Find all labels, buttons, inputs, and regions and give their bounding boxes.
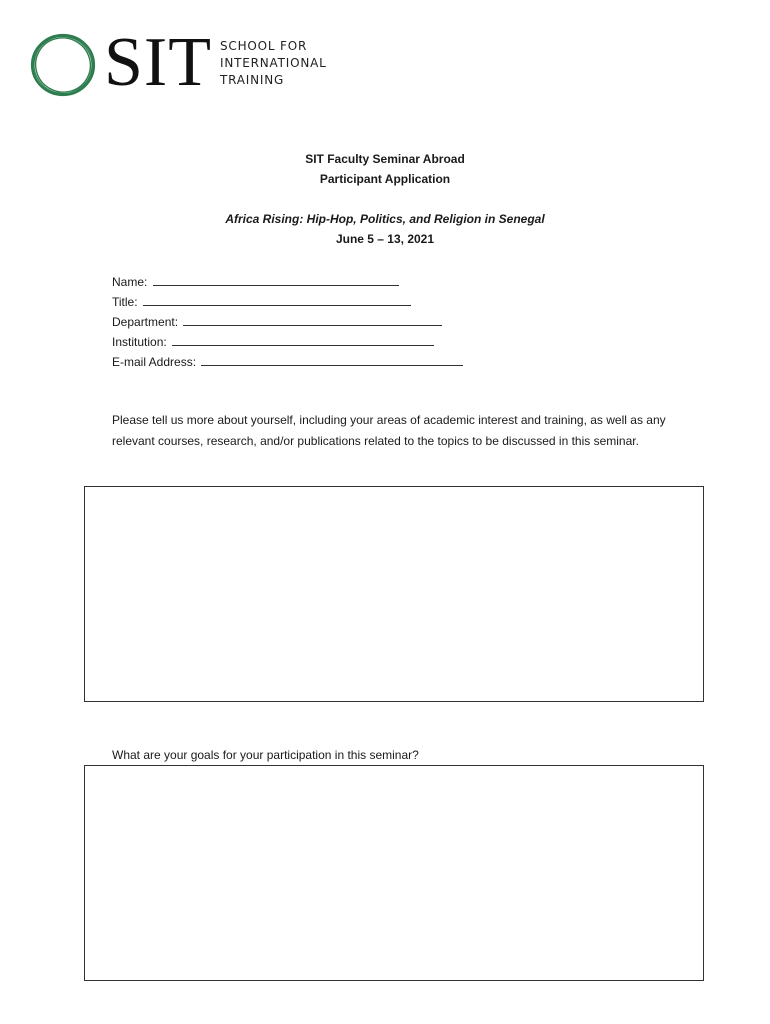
field-row-department (112, 312, 463, 332)
question-about-yourself: Please tell us more about yourself, including your areas of academic interest and training, as well as any relevant courses, research, and/or publications related to the topics to be discussed in this seminar. (112, 413, 666, 448)
field-row-email (112, 352, 463, 372)
logo-line-3: TRAINING (220, 73, 285, 87)
logo-letters: SIT (104, 24, 212, 101)
answer-box-about-yourself[interactable] (84, 486, 704, 702)
field-row-title (112, 292, 463, 312)
logo-ring-icon (28, 30, 100, 100)
name-label: Name: (112, 275, 148, 289)
email-label: E-mail Address: (112, 355, 197, 369)
email-input-line[interactable] (201, 353, 463, 366)
institution-label: Institution: (112, 335, 167, 349)
logo-line-2: INTERNATIONAL (220, 56, 327, 70)
department-label: Department: (112, 315, 179, 329)
title-input-line[interactable] (143, 293, 411, 306)
department-input-line[interactable] (183, 313, 442, 326)
field-row-institution (112, 332, 463, 352)
field-row-name (112, 272, 463, 292)
sit-logo (28, 24, 338, 101)
title-label: Title: (112, 295, 138, 309)
logo-line-1: SCHOOL FOR (220, 39, 308, 53)
applicant-fields (112, 272, 463, 372)
name-input-line[interactable] (153, 273, 399, 286)
answer-box-goals[interactable] (84, 765, 704, 981)
seminar-title: Africa Rising: Hip-Hop, Politics, and Religion in Senegal (225, 212, 545, 226)
logo-school-name (220, 38, 327, 89)
document-title: SIT Faculty Seminar Abroad (305, 152, 465, 166)
seminar-dates: June 5 – 13, 2021 (335, 232, 435, 246)
institution-input-line[interactable] (172, 333, 434, 346)
question-goals: What are your goals for your participation in this seminar? (112, 748, 419, 762)
document-subtitle: Participant Application (319, 172, 451, 186)
